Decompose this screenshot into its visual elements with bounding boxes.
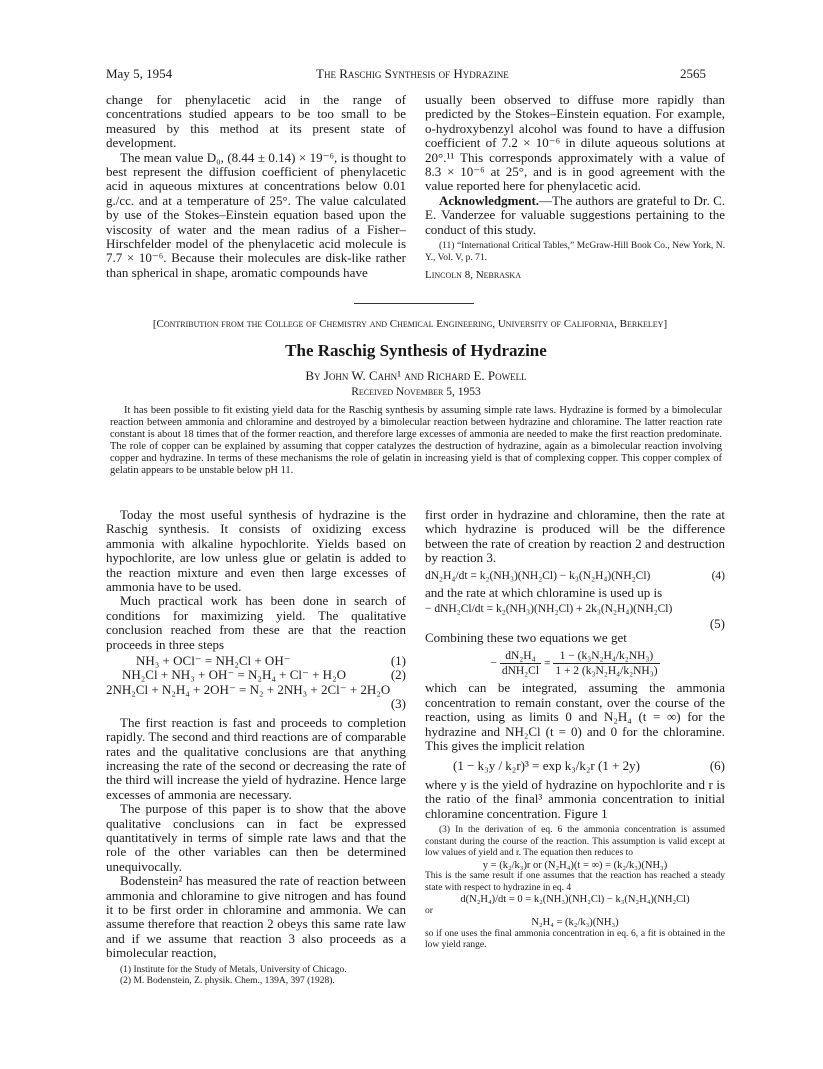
equation-2: NH₂Cl + NH₃ + OH⁻ = N₂H₄ + Cl⁻ + H₂O (2) (122, 667, 406, 683)
main-right-column (425, 508, 725, 952)
acknowledgment (425, 194, 725, 237)
page-number: 2565 (680, 66, 706, 81)
paragraph: The purpose of this paper is to show that the above qualitative conclusions can in fact be expressed quantitatively in terms of simple rate laws and that the role of the other variables can then be determined unequivocally. (106, 801, 406, 874)
separator-rule (354, 303, 474, 304)
equation-4: dN₂H₄/dt = k₂(NH₃)(NH₂Cl) − k₃(N₂H₄)(NH₂Cl) (4) (425, 569, 725, 582)
contribution-line: [Contribution from the College of Chemistry and Chemical Engineering, University of California, Berkeley] (152, 318, 668, 330)
footnote: (11) “International Critical Tables,” McGraw-Hill Book Co., New York, N. Y., Vol. V, p. 71. (425, 241, 725, 263)
authors: By John W. Cahn¹ and Richard E. Powell (305, 368, 527, 383)
paragraph: The first reaction is fast and proceeds to completion rapidly. The second and third reactions are of comparable rates and the qualitative conclusions are that anything increasing the rate of the second or decreasing the rate of the third will increase the yield of hydrazine. Hence large excesses of ammonia are necessary. (106, 714, 406, 802)
paragraph: usually been observed to diffuse more rapidly than predicted by the Stokes–Einstein equation. For example, o-hydroxybenzyl alcohol was found to have a diffusion coefficient of 7.2 × 10⁻⁶ in dilute aqueous solutions at 20°.¹¹ This corresponds approximately with a value of 8.3 × 10⁻⁶ at 25°, and is in good agreement with the value reported here for phenylacetic acid. (425, 92, 725, 194)
paragraph: change for phenylacetic acid in the range of concentrations studied appears to be too small to be measured by this method at its present state of development. (106, 92, 406, 151)
paragraph: The mean value D₀, (8.44 ± 0.14) × 19⁻⁶, is thought to best represent the diffusion coefficient of phenylacetic acid in aqueous mixtures at concentrations below 0.01 g./cc. and at a temperature of 25°. The value calculated by use of the Stokes–Einstein equation based upon the viscosity of water and the mean radius of a Fisher–Hirschfelder model of the phenylacetic acid molecule is 7.7 × 10⁻⁶. Because their molecules are disk-like rather than spherical in shape, aromatic compounds have (106, 149, 406, 280)
equation-6: (1 − k₃y / k₂r)³ = exp k₃/k₂r (1 + 2y) (6) (453, 757, 725, 773)
paragraph: which can be integrated, assuming the ammonia concentration to remain constant, over the course of the reaction, using as limits 0 and N₂H₄ (t = ∞) for the hydrazine and NH₂Cl (t = 0) and 0 for the chloramine. This gives the implicit relation (425, 680, 725, 754)
article-title: The Raschig Synthesis of Hydrazine (285, 341, 547, 360)
running-title: The Raschig Synthesis of Hydrazine (316, 66, 509, 81)
footnote: (2) M. Bodenstein, Z. physik. Chem., 139A, 397 (1928). (120, 976, 335, 987)
paragraph: Combining these two equations we get (425, 630, 627, 646)
acknowledgment-heading: Acknowledgment. (439, 192, 540, 208)
combined-equation: − $\frac{\text{dN₂H₄}}{\text{dNH₂Cl}}$ = $\frac{\text{1 − (k₃N₂H₄/k₂NH₃)}}{\text{1 + 2 (k₃N₂H₄/k₂NH₃)}}$ (490, 649, 658, 678)
prev-article-right-column (425, 93, 725, 282)
header-date: May 5, 1954 (106, 66, 173, 81)
main-left-column (106, 508, 406, 988)
paragraph: Much practical work has been done in search of conditions for maximizing yield. The qualitative conclusion reached from these are that the reaction proceeds in three steps (106, 593, 406, 652)
author-location: Lincoln 8, Nebraska (425, 269, 521, 282)
footnote: (1) Institute for the Study of Metals, University of Chicago. (120, 964, 347, 975)
paragraph: where y is the yield of hydrazine on hypochlorite and r is the ratio of the final³ ammonia concentration to initial chloramine concentration. Figure 1 (425, 776, 725, 821)
footnote-3: (3) In the derivation of eq. 6 the ammonia concentration is assumed constant during the course of the reaction. This assumption is valid except at low values of yield and r. The equation then reduces to y = (k₂/k₃)r or (N₂H₄)(t = ∞) = (k₂/k₃)(NH₃) This is the same result if one assumes that the reaction has reached a steady state with respect to hydrazine in eq. 4 d(N₂H₄)/dt = 0 = k₂(NH₃)(NH₂Cl) − k₃(N₂H₄)(NH₂Cl) or N₂H₄ = (k₂/k₃)(NH₃) so if one uses the final ammonia concentration in eq. 6, a fit is obtained in the low yield range. (425, 825, 725, 951)
prev-article-left-column (106, 93, 406, 280)
abstract: It has been possible to fit existing yield data for the Raschig synthesis by assuming simple rate laws. Hydrazine is formed by a bimolecular reaction between ammonia and chloramine and destroyed by a bimolecular reaction between hydrazine and chloramine. The latter reaction rate constant is about 18 times that of the former reaction, and therefore large excesses of ammonia are needed to make the first reaction predominate. The role of copper can be explained by assuming that copper catalyzes the destruction of hydrazine, again as a bimolecular reaction involving copper and hydrazine. In terms of these mechanisms the role of gelatin in increasing yield is that of complexing copper. This copper complex of gelatin appears to be unstable below pH 11. (110, 405, 722, 476)
acknowledgment-text: —The authors are grateful to Dr. C. E. Vanderzee for valuable suggestions pertaining to the conduct of this study. (425, 192, 725, 237)
equation-5: − dNH₂Cl/dt = k₂(NH₃)(NH₂Cl) + 2k₃(N₂H₄)(NH₂Cl) (425, 603, 673, 616)
paragraph: first order in hydrazine and chloramine, then the rate at which hydrazine is produced will be the difference between the rate of creation by reaction 2 and destruction by reaction 3. (425, 507, 725, 566)
equation-5-number: (5) (709, 615, 725, 631)
received-date: Received November 5, 1953 (351, 386, 481, 398)
paragraph: Today the most useful synthesis of hydrazine is the Raschig synthesis. It consists of oxidizing excess ammonia with alkaline hypochlorite. Yields based on hypochlorite, are low unless glue or gelatin is added to the reaction mixture and even then large excesses of ammonia have to be used. (106, 507, 406, 595)
paragraph: Bodenstein² has measured the rate of reaction between ammonia and chloramine to give nitrogen and has found it to be first order in chloramine and ammonia. We can assume therefore that reaction 2 obeys this same rate law and if we assume that reaction 3 also proceeds as a bimolecular reaction, (106, 873, 406, 961)
equation-1: NH₃ + OCl⁻ = NH₂Cl + OH⁻ (1) (136, 653, 406, 669)
paragraph: and the rate at which chloramine is used up is (425, 585, 663, 601)
equation-3: 2NH₂Cl + N₂H₄ + 2OH⁻ = N₂ + 2NH₃ + 2Cl⁻ + 2H₂O (106, 681, 391, 697)
equation-3-number: (3) (390, 696, 406, 712)
